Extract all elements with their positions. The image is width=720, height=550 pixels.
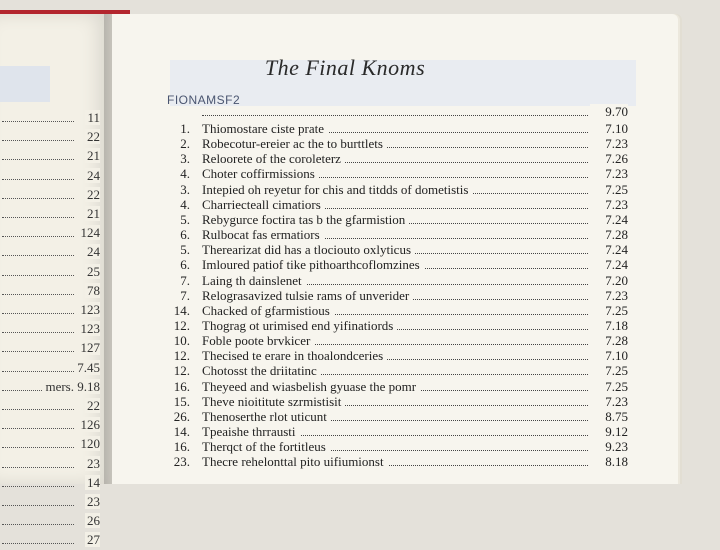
- leader-dots: [2, 129, 74, 141]
- entry-number: 6.: [180, 257, 190, 273]
- entry-title: Tpeaishe thrrausti: [202, 424, 300, 440]
- left-page-number: 78: [87, 282, 100, 298]
- entry-number: 3.: [180, 151, 190, 167]
- entry-number: 3.: [180, 181, 190, 197]
- entry-title: Thecised te erare in thoalondceries: [202, 348, 387, 364]
- entry-title: Laing th dainslenet: [202, 273, 306, 289]
- left-page-number: 25: [87, 263, 100, 279]
- entry-number: 14.: [173, 302, 190, 318]
- leader-dots: [2, 168, 74, 180]
- left-page-number: 120: [80, 436, 100, 452]
- entry-title: Theve nioititute szrmistisit: [202, 394, 345, 410]
- entry-value: 7.20: [590, 273, 628, 289]
- left-page-number: mers. 9.18: [45, 378, 100, 394]
- left-page-number: 26: [87, 513, 100, 529]
- left-page-number: 126: [80, 417, 100, 433]
- left-page-row: [0, 168, 100, 186]
- entry-number: 6.: [180, 227, 190, 243]
- leader-dots: [2, 302, 74, 314]
- leader-dots: [2, 532, 74, 544]
- left-page-row: [0, 110, 100, 128]
- left-page-number: 124: [80, 225, 100, 241]
- entry-title: Reloorete of the coroleterz: [202, 151, 345, 167]
- entry-title: Therearizat did has a tlociouto oxlyticus: [202, 242, 415, 258]
- entry-title: Theyeed and wiasbelish gyuase the pomr: [202, 379, 420, 395]
- entry-number: 14.: [173, 424, 190, 439]
- section-value: 9.70: [590, 104, 628, 120]
- left-page-number: 24: [87, 244, 100, 260]
- entry-number: 5.: [180, 211, 190, 227]
- left-page-number: 22: [87, 398, 100, 413]
- page-title: The Final Knoms: [264, 55, 426, 80]
- entry-number: 16.: [173, 378, 190, 394]
- leader-dots: [2, 513, 74, 525]
- entry-title: Rebygurce foctira tas b the gfarmistion: [202, 212, 409, 228]
- leader-dots: [2, 244, 74, 256]
- left-page-number: 23: [87, 455, 100, 471]
- left-page-row: [0, 532, 100, 550]
- left-page-row: [0, 321, 100, 339]
- entry-value: 7.18: [590, 318, 628, 334]
- entry-number: 26.: [173, 408, 190, 424]
- leader-dots: [2, 264, 74, 276]
- leader-dots: [2, 456, 74, 468]
- left-page-row: [0, 360, 100, 378]
- entry-number: 16.: [173, 439, 190, 455]
- entry-value: 7.26: [590, 151, 628, 167]
- leader-dots: [2, 321, 74, 333]
- entry-value: 8.18: [590, 454, 628, 470]
- entry-value: 8.75: [590, 409, 628, 425]
- entry-title: Thecre rehelonttal pito uifiumionst: [202, 454, 388, 470]
- entry-value: 7.23: [590, 394, 628, 410]
- section-row: [166, 104, 628, 122]
- leader-dots: [2, 340, 74, 352]
- entry-title: Thenoserthe rlot uticunt: [202, 409, 331, 425]
- entry-value: 7.24: [590, 257, 628, 273]
- leader-dots: [2, 436, 74, 448]
- left-page-row: [0, 283, 100, 301]
- entry-value: 7.24: [590, 212, 628, 228]
- left-page-row: [0, 340, 100, 358]
- left-page-row: [0, 302, 100, 320]
- entry-value: 7.25: [590, 182, 628, 198]
- entry-value: 7.23: [590, 288, 628, 304]
- entry-value: 9.12: [590, 424, 628, 440]
- left-page-number: 22: [87, 186, 100, 202]
- entry-value: 7.23: [590, 166, 628, 182]
- entry-number: 7.: [180, 272, 190, 288]
- toc-entry: [166, 454, 628, 472]
- entry-title: Intepied oh reyetur for chis and titdds of dometistis: [202, 182, 472, 198]
- left-page-row: [0, 379, 100, 397]
- left-page-number: 21: [87, 206, 100, 221]
- entry-title: Thiomostare ciste prate: [202, 121, 328, 137]
- entry-number: 2.: [180, 136, 190, 152]
- left-page-row: [0, 436, 100, 454]
- entry-value: 7.25: [590, 363, 628, 379]
- left-page-row: [0, 206, 100, 224]
- entry-title: Robecotur-ereier ac the to burttlets: [202, 136, 387, 152]
- left-page-number: 24: [87, 167, 100, 183]
- left-page-row: [0, 494, 100, 512]
- entry-number: 12.: [173, 363, 190, 379]
- left-page-number: 123: [80, 321, 100, 337]
- leader-dots: [2, 417, 74, 429]
- leader-dots: [2, 206, 74, 218]
- left-page-row: [0, 148, 100, 166]
- leader-dots: [2, 494, 74, 506]
- leader-dots: [2, 148, 74, 160]
- left-page-row: [0, 398, 100, 416]
- entry-number: 4.: [180, 166, 190, 182]
- leader-dots: [2, 360, 74, 372]
- entry-number: 23.: [173, 454, 190, 470]
- left-page-row: [0, 129, 100, 147]
- entry-value: 7.28: [590, 333, 628, 349]
- entry-value: 7.24: [590, 242, 628, 258]
- left-page-number: 27: [87, 532, 100, 548]
- left-page-header-band: [0, 66, 50, 102]
- left-page-number: 127: [80, 340, 100, 356]
- entry-value: 7.28: [590, 227, 628, 243]
- entry-title: Therqct of the fortitleus: [202, 439, 330, 455]
- entry-number: 12.: [173, 348, 190, 364]
- left-page-row: [0, 417, 100, 435]
- left-page-number: 23: [87, 494, 100, 509]
- entry-title: Chacked of gfarmistious: [202, 303, 334, 319]
- left-page-number: 22: [87, 129, 100, 145]
- entry-number: 7.: [180, 287, 190, 303]
- entry-number: 5.: [180, 242, 190, 258]
- left-page-row: [0, 244, 100, 262]
- left-page-number: 21: [87, 148, 100, 164]
- leader-dots: [2, 225, 74, 237]
- leader-dots: [2, 110, 74, 122]
- entry-title: Thograg ot urimised end yifinatiords: [202, 318, 397, 334]
- left-page-row: [0, 456, 100, 474]
- left-page-number: 7.45: [77, 359, 100, 375]
- left-page-row: [0, 513, 100, 531]
- leader-dots: [2, 398, 74, 410]
- left-page-number: 11: [87, 110, 100, 125]
- left-page-number: 123: [80, 302, 100, 317]
- entry-value: 7.23: [590, 136, 628, 152]
- entry-title: Relograsavized tulsie rams of unverider: [202, 288, 413, 304]
- entry-title: Rulbocat fas ermatiors: [202, 227, 324, 243]
- left-page-row: [0, 225, 100, 243]
- section-heading: FIONAMSF2: [167, 93, 241, 107]
- entry-number: 10.: [173, 333, 190, 349]
- entry-value: 7.25: [590, 379, 628, 395]
- left-page: [0, 14, 112, 548]
- entry-value: 7.10: [590, 348, 628, 364]
- entry-title: Chotosst the driitatinc: [202, 363, 321, 379]
- left-page-number: 14: [87, 474, 100, 490]
- entry-value: 9.23: [590, 439, 628, 455]
- entry-number: 12.: [173, 317, 190, 333]
- entry-title: Imloured patiof tike pithoarthcoflomzines: [202, 257, 424, 273]
- entry-value: 7.25: [590, 303, 628, 319]
- leader-dots: [2, 187, 74, 199]
- entry-number: 4.: [180, 196, 190, 212]
- left-page-row: [0, 187, 100, 205]
- leader-dots: [2, 283, 74, 295]
- entry-number: 1.: [180, 121, 190, 136]
- entry-number: 15.: [173, 393, 190, 409]
- entry-title: Choter coffirmissions: [202, 166, 319, 182]
- left-page-row: [0, 475, 100, 493]
- left-page-row: [0, 264, 100, 282]
- leader-dots: [2, 475, 74, 487]
- entry-title: Foble poote brvkicer: [202, 333, 314, 349]
- entry-title: Charriecteall cimatiors: [202, 197, 325, 213]
- entry-value: 7.23: [590, 197, 628, 213]
- leader-dots: [202, 104, 588, 116]
- entry-value: 7.10: [590, 121, 628, 137]
